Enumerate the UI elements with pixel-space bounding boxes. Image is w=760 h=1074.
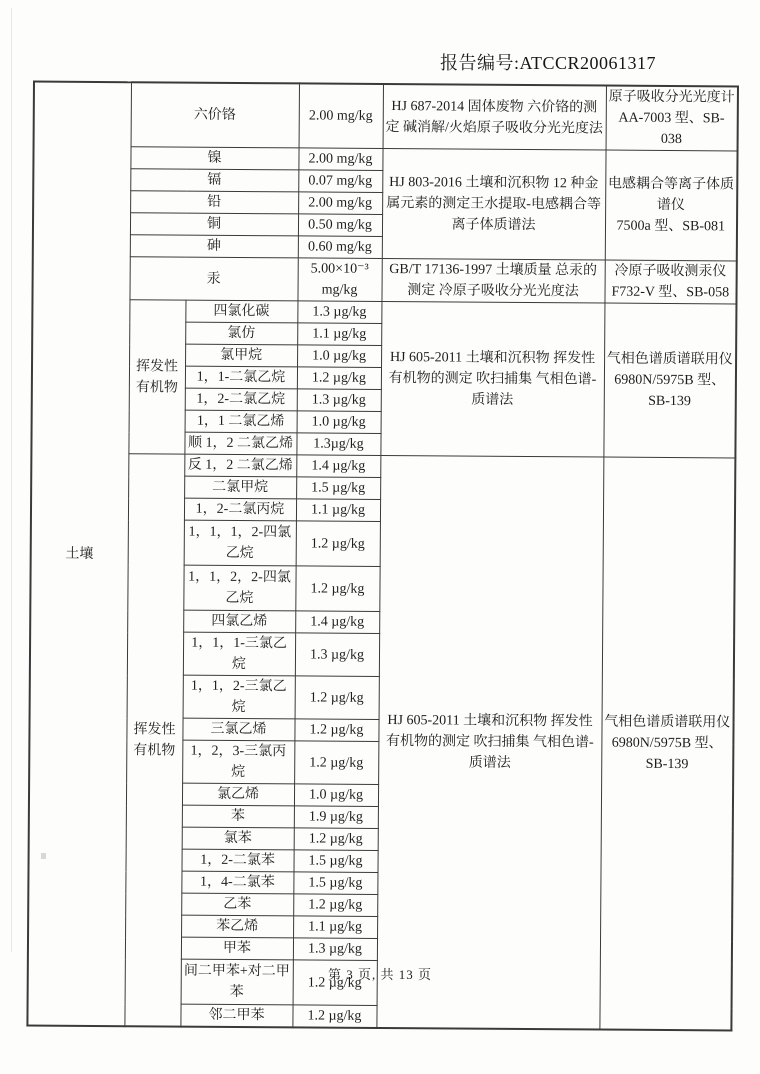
limit-cell: 1.1 µg/kg bbox=[296, 499, 380, 522]
limit-cell: 1.2 µg/kg bbox=[297, 367, 381, 390]
analyte-cell: 1，1，1，2-四氯乙烷 bbox=[184, 520, 296, 566]
analyte-cell: 1，2-二氯丙烷 bbox=[184, 498, 296, 521]
analyte-cell: 四氯化碳 bbox=[185, 300, 297, 323]
analyte-cell: 苯 bbox=[182, 805, 294, 828]
method-cell: GB/T 17136-1997 土壤质量 总汞的测定 冷原子吸收分光光度法 bbox=[381, 258, 604, 303]
limit-cell: 1.3µg/kg bbox=[296, 433, 380, 456]
table-row bbox=[31, 453, 735, 480]
limit-cell: 1.3 µg/kg bbox=[295, 633, 379, 677]
instrument-cell: 冷原子吸收测汞仪 F732-V 型、SB-058 bbox=[604, 260, 736, 304]
analyte-cell: 1，1，2，2-四氯乙烷 bbox=[183, 565, 295, 611]
table-row bbox=[32, 299, 736, 326]
analyte-cell: 铜 bbox=[130, 213, 298, 236]
analyte-cell: 镉 bbox=[130, 169, 298, 192]
analyte-cell: 氯乙烯 bbox=[182, 783, 294, 806]
scan-edge-line bbox=[11, 8, 12, 952]
instrument-cell: 电感耦合等离子体质谱仪 7500a 型、SB-081 bbox=[605, 150, 738, 261]
report-number: 报告编号:ATCCR20061317 bbox=[440, 53, 657, 73]
limit-cell: 2.00 mg/kg bbox=[298, 148, 382, 171]
analyte-cell: 氯仿 bbox=[185, 322, 297, 345]
analyte-cell: 甲苯 bbox=[181, 937, 293, 960]
analyte-cell: 1，1 二氯乙烯 bbox=[185, 410, 297, 433]
analyte-cell: 间二甲苯+对二甲苯 bbox=[181, 959, 293, 1005]
analyte-cell: 1，1，2-三氯乙烷 bbox=[183, 675, 295, 719]
limit-cell: 1.2 µg/kg bbox=[293, 894, 377, 917]
instrument-cell: 气相色谱质谱联用仪 6980N/5975B 型、 SB-139 bbox=[599, 457, 735, 1030]
limit-cell: 1.0 µg/kg bbox=[294, 784, 378, 807]
page-footer: 第 3 页, 共 13 页 bbox=[327, 967, 432, 982]
limit-cell: 1.0 µg/kg bbox=[297, 411, 381, 434]
analyte-cell: 氯苯 bbox=[182, 827, 294, 850]
analyte-cell: 三氯乙烯 bbox=[182, 718, 294, 741]
report-table-tbody bbox=[27, 82, 738, 1031]
detection-limit-table bbox=[26, 81, 739, 1032]
method-cell: HJ 803-2016 土壤和沉积物 12 种金属元素的测定王水提取-电感耦合等离子体质谱法 bbox=[382, 148, 606, 260]
group-cell: 挥发性 有机物 bbox=[128, 300, 185, 454]
limit-cell: 1.3 µg/kg bbox=[297, 389, 381, 412]
analyte-cell: 1，2，3-三氯丙烷 bbox=[182, 740, 294, 784]
analyte-cell: 二氯甲烷 bbox=[184, 476, 296, 499]
limit-cell: 1.3 µg/kg bbox=[297, 301, 381, 324]
limit-cell: 0.60 mg/kg bbox=[298, 236, 382, 259]
analyte-cell: 乙苯 bbox=[181, 893, 293, 916]
analyte-cell: 苯乙烯 bbox=[181, 915, 293, 938]
analyte-cell: 1，4-二氯苯 bbox=[181, 871, 293, 894]
limit-cell: 5.00×10⁻³ mg/kg bbox=[297, 258, 381, 302]
limit-cell: 1.0 µg/kg bbox=[297, 345, 381, 368]
limit-cell: 1.9 µg/kg bbox=[294, 806, 378, 829]
limit-cell: 1.5 µg/kg bbox=[296, 477, 380, 500]
analyte-cell: 四氯乙烯 bbox=[183, 610, 295, 633]
limit-cell: 0.50 mg/kg bbox=[298, 214, 382, 237]
limit-cell: 1.4 µg/kg bbox=[296, 455, 380, 478]
analyte-cell: 汞 bbox=[129, 257, 297, 301]
limit-cell: 1.2 µg/kg bbox=[295, 566, 379, 612]
method-cell: HJ 687-2014 固体废物 六价铬的测定 碱消解/火焰原子吸收分光光度法 bbox=[383, 84, 606, 150]
analyte-cell: 顺 1，2 二氯乙烯 bbox=[184, 432, 296, 455]
analyte-cell: 铅 bbox=[130, 191, 298, 214]
limit-cell: 1.2 µg/kg bbox=[296, 521, 380, 567]
detection-limit-table-wrap bbox=[26, 81, 739, 1032]
analyte-cell: 氯甲烷 bbox=[185, 344, 297, 367]
limit-cell: 1.2 µg/kg bbox=[292, 1005, 376, 1028]
limit-cell: 1.2 µg/kg bbox=[295, 676, 379, 720]
limit-cell: 2.00 mg/kg bbox=[298, 192, 382, 215]
analyte-cell: 1，1，1-三氯乙烷 bbox=[183, 632, 295, 676]
method-cell: HJ 605-2011 土壤和沉积物 挥发性有机物的测定 吹扫捕集 气相色谱-质谱法 bbox=[380, 301, 604, 457]
limit-cell: 1.5 µg/kg bbox=[293, 850, 377, 873]
limit-cell: 1.2 µg/kg bbox=[294, 741, 378, 785]
limit-cell: 1.2 µg/kg bbox=[294, 828, 378, 851]
analyte-cell: 六价铬 bbox=[131, 82, 299, 148]
instrument-cell: 原子吸收分光光度计 AA-7003 型、SB-038 bbox=[606, 86, 738, 151]
table-row bbox=[34, 82, 738, 151]
analyte-cell: 邻二甲苯 bbox=[180, 1004, 292, 1027]
analyte-cell: 1，2-二氯苯 bbox=[181, 849, 293, 872]
limit-cell: 1.2 µg/kg bbox=[293, 960, 377, 1006]
group-cell: 挥发性 有机物 bbox=[124, 454, 184, 1027]
analyte-cell: 镍 bbox=[130, 147, 298, 170]
method-cell: HJ 605-2011 土壤和沉积物 挥发性有机物的测定 吹扫捕集 气相色谱-质谱法 bbox=[376, 455, 603, 1029]
analyte-cell: 反 1，2 二氯乙烯 bbox=[184, 454, 296, 477]
limit-cell: 1.2 µg/kg bbox=[294, 719, 378, 742]
instrument-cell: 气相色谱质谱联用仪 6980N/5975B 型、 SB-139 bbox=[603, 303, 736, 458]
sample-type-cell: 土壤 bbox=[27, 82, 131, 1027]
analyte-cell: 砷 bbox=[130, 235, 298, 258]
limit-cell: 1.4 µg/kg bbox=[295, 611, 379, 634]
analyte-cell: 1，1-二氯乙烷 bbox=[185, 366, 297, 389]
limit-cell: 1.5 µg/kg bbox=[293, 872, 377, 895]
limit-cell: 1.1 µg/kg bbox=[297, 323, 381, 346]
limit-cell: 1.1 µg/kg bbox=[293, 916, 377, 939]
limit-cell: 0.07 mg/kg bbox=[298, 170, 382, 193]
limit-cell: 1.3 µg/kg bbox=[293, 938, 377, 961]
limit-cell: 2.00 mg/kg bbox=[299, 83, 383, 148]
analyte-cell: 1，2-二氯乙烷 bbox=[185, 388, 297, 411]
table-row bbox=[32, 256, 736, 304]
